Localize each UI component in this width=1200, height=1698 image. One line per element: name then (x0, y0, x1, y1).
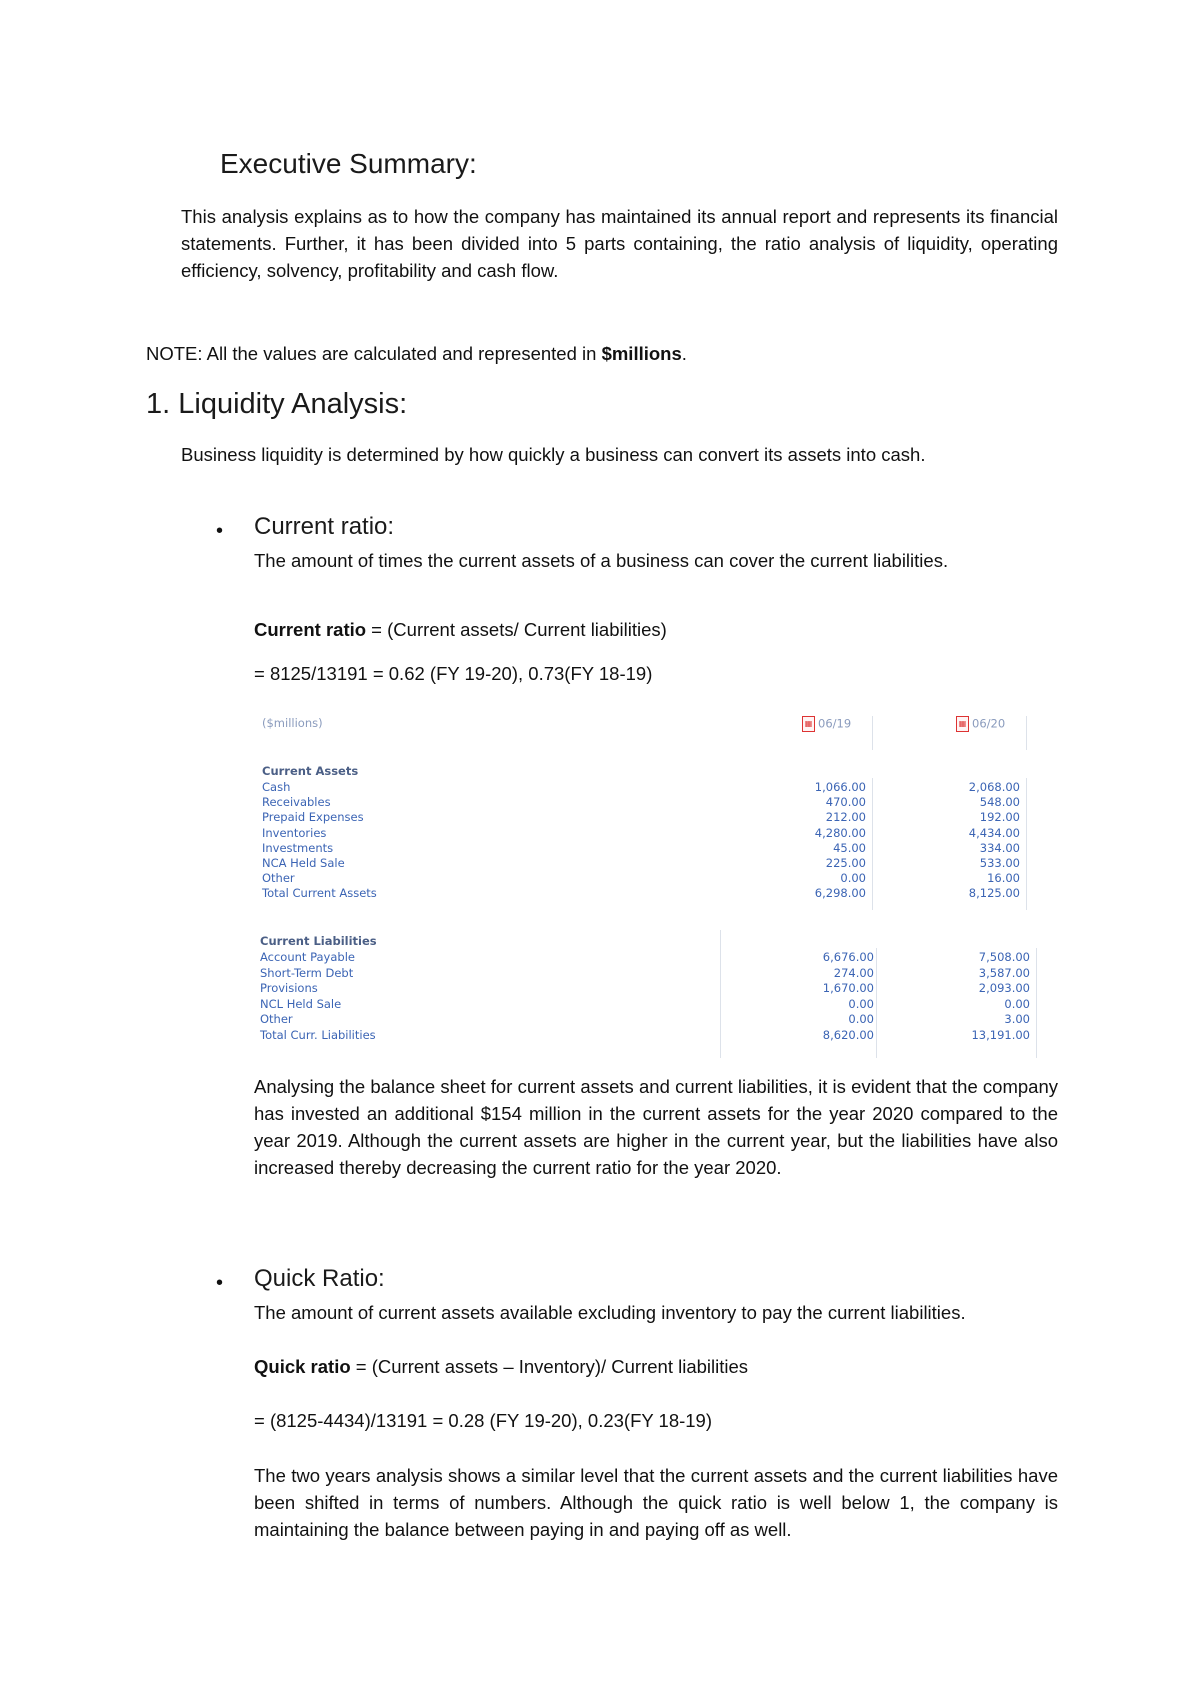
note-suffix: . (681, 343, 687, 364)
balance-row-label[interactable]: Provisions (260, 981, 318, 996)
current-ratio-definition: The amount of times the current assets of a business can cover the current liabilities. (254, 550, 949, 571)
note-prefix: NOTE: All the values are calculated and represented in (146, 343, 602, 364)
liquidity-intro: Business liquidity is determined by how quickly a business can convert its assets into cash. (181, 444, 926, 465)
balance-value-06-20: 533.00 (979, 856, 1020, 870)
balance-value-06-20: 13,191.00 (971, 1028, 1030, 1042)
balance-row-label[interactable]: Cash (262, 780, 291, 794)
balance-value-06-20: 0.00 (1004, 996, 1030, 1011)
assets-section-title: Current Assets (262, 764, 359, 778)
column-divider (720, 930, 721, 1058)
balance-value-06-20: 192.00 (979, 810, 1020, 825)
balance-value-06-19: 4,280.00 (814, 825, 866, 840)
balance-value-06-19: 0.00 (848, 1012, 874, 1027)
balance-row-label[interactable]: Other (262, 871, 295, 886)
balance-value-06-20: 548.00 (979, 795, 1020, 810)
executive-summary-body: This analysis explains as to how the company has maintained its annual report and represents its financial statements. Further, it has been divided into 5 parts containing, the ratio analysis of liquidity, operating efficiency, solvency, profitability and cash flow. (181, 206, 1058, 281)
liabilities-section-title: Current Liabilities (260, 934, 377, 948)
note-line (146, 343, 687, 365)
quick-ratio-formula-expression: = (Current assets – Inventory)/ Current liabilities (350, 1356, 749, 1377)
balance-value-06-19: 6,676.00 (822, 950, 874, 964)
balance-value-06-19: 8,620.00 (822, 1028, 874, 1042)
liquidity-heading: 1. Liquidity Analysis: (146, 388, 408, 420)
balance-value-06-20: 16.00 (987, 871, 1020, 886)
column-divider (872, 716, 873, 750)
balance-row-label[interactable]: NCA Held Sale (262, 856, 345, 870)
current-ratio-formula (254, 619, 667, 641)
balance-value-06-20: 334.00 (979, 840, 1020, 855)
year-header-2[interactable]: ▦ 06/20 (956, 716, 1005, 732)
quick-ratio-heading: Quick Ratio: (254, 1265, 385, 1292)
balance-value-06-19: 274.00 (833, 965, 874, 980)
balance-row-label[interactable]: Prepaid Expenses (262, 810, 364, 825)
balance-value-06-20: 7,508.00 (978, 950, 1030, 964)
balance-value-06-19: 212.00 (825, 810, 866, 825)
bullet-quick-ratio: • (216, 1272, 224, 1294)
quick-ratio-formula (254, 1356, 748, 1378)
balance-row-label[interactable]: Investments (262, 840, 334, 855)
balance-value-06-19: 470.00 (825, 795, 866, 810)
balance-value-06-20: 2,068.00 (968, 780, 1020, 794)
quick-ratio-analysis: The two years analysis shows a similar level that the current assets and the current liabilities have been shifted in terms of numbers. Although the quick ratio is well below 1, the company is maintaining the balance between paying in and paying off as well. (254, 1465, 1058, 1540)
balance-value-06-20: 2,093.00 (978, 981, 1030, 996)
balance-value-06-20: 3.00 (1004, 1012, 1030, 1027)
balance-row-label[interactable]: Account Payable (260, 950, 355, 964)
balance-value-06-20: 4,434.00 (968, 825, 1020, 840)
units-label: ($millions) (262, 716, 323, 730)
current-ratio-calculation: = 8125/13191 = 0.62 (FY 19-20), 0.73(FY 18-19) (254, 663, 653, 684)
column-divider (1036, 948, 1037, 1058)
balance-row-label[interactable]: Total Current Assets (262, 886, 377, 901)
balance-sheet-table (254, 708, 1034, 1060)
balance-row-label[interactable]: Other (260, 1012, 293, 1027)
balance-value-06-19: 1,670.00 (822, 981, 874, 996)
balance-row-label[interactable]: Short-Term Debt (260, 965, 354, 980)
current-ratio-analysis: Analysing the balance sheet for current assets and current liabilities, it is evident that the company has invested an additional $154 million in the current assets for the year 2020 compared to the year 2019. Although the current assets are higher in the current year, but the liabilities have also increased thereby decreasing the current ratio for the year 2020. (254, 1076, 1058, 1178)
quick-ratio-formula-label: Quick ratio (254, 1356, 351, 1377)
balance-row-label[interactable]: NCL Held Sale (260, 996, 342, 1011)
quick-ratio-definition: The amount of current assets available excluding inventory to pay the current liabilities. (254, 1302, 966, 1323)
balance-value-06-19: 225.00 (825, 856, 866, 870)
balance-value-06-19: 45.00 (833, 840, 866, 855)
column-divider (876, 948, 877, 1058)
balance-row-label[interactable]: Receivables (262, 795, 331, 810)
note-units: $millions (601, 343, 682, 364)
balance-value-06-20: 3,587.00 (978, 965, 1030, 980)
balance-value-06-19: 0.00 (848, 996, 874, 1011)
pdf-icon: ▦ (956, 716, 969, 732)
balance-row-label[interactable]: Total Curr. Liabilities (260, 1028, 376, 1042)
balance-value-06-19: 1,066.00 (814, 780, 866, 794)
pdf-icon: ▦ (802, 716, 815, 732)
balance-value-06-19: 6,298.00 (814, 886, 866, 901)
column-divider (1026, 778, 1027, 910)
balance-row-label[interactable]: Inventories (262, 825, 327, 840)
balance-value-06-19: 0.00 (840, 871, 866, 886)
quick-ratio-calculation: = (8125-4434)/13191 = 0.28 (FY 19-20), 0.23(FY 18-19) (254, 1410, 713, 1431)
balance-value-06-20: 8,125.00 (968, 886, 1020, 901)
year-header-1[interactable]: ▦ 06/19 (802, 716, 851, 732)
current-ratio-formula-label: Current ratio (254, 619, 367, 640)
current-ratio-heading: Current ratio: (254, 513, 395, 540)
executive-summary-heading: Executive Summary: (220, 148, 477, 179)
current-ratio-formula-expression: = (Current assets/ Current liabilities) (366, 619, 667, 640)
bullet-current-ratio: • (216, 520, 224, 542)
column-divider (872, 778, 873, 910)
column-divider (1026, 716, 1027, 750)
